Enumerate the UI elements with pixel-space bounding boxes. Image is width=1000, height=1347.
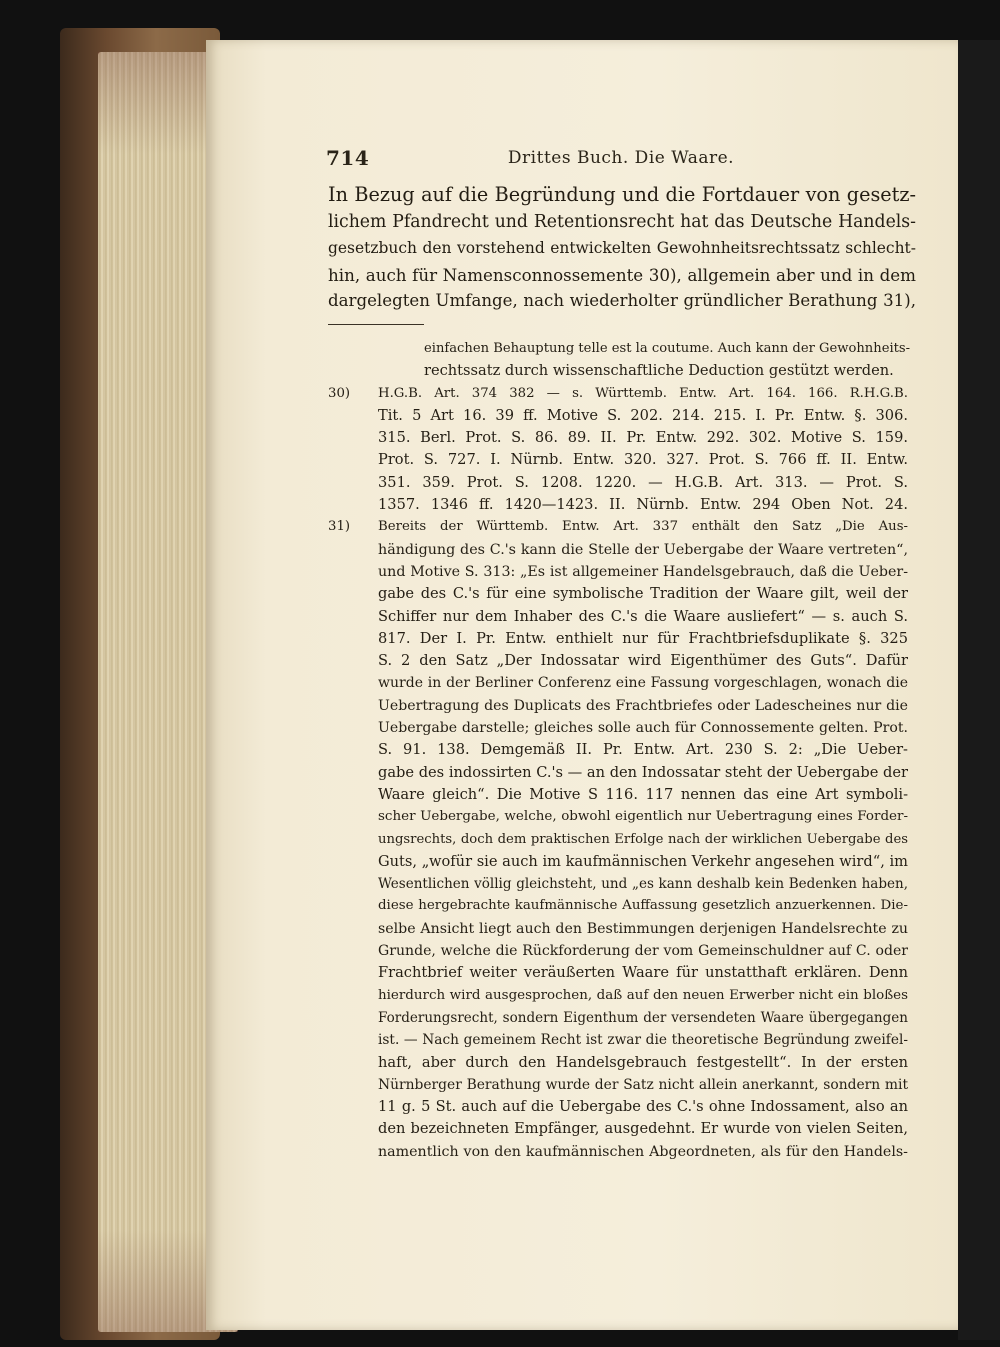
footnote-line (378, 405, 908, 427)
footnote-text: 11 g. 5 St. auch auf die Uebergabe des C.'s ohne Indossament, also an (378, 1098, 908, 1116)
footnote-line (378, 449, 908, 471)
footnote-line (378, 739, 908, 761)
footnote-line (378, 1074, 908, 1096)
footnote-text: ist. — Nach gemeinem Recht ist zwar die theoretische Begründung zweifel- (378, 1032, 908, 1049)
footnote-text: wurde in der Berliner Conferenz eine Fassung vorgeschlagen, wonach die (378, 675, 908, 692)
footnote-text: Grunde, welche die Rückforderung der vom Gemeinschuldner auf C. oder (378, 943, 908, 960)
body-line: dargelegten Umfange, nach wiederholter gründlicher Berathung 31), (328, 291, 916, 310)
footnote-text: Tit. 5 Art 16. 39 ff. Motive S. 202. 214. 215. I. Pr. Entw. §. 306. (378, 406, 908, 424)
scan-background (958, 40, 1000, 1340)
footnote-text: 817. Der I. Pr. Entw. enthielt nur für Frachtbriefsduplikate §. 325 (378, 629, 908, 647)
footnote-line (378, 360, 908, 382)
footnote-text: scher Uebergabe, welche, obwohl eigentlich nur Uebertragung eines Forder- (378, 809, 908, 825)
footnote-line (378, 806, 908, 828)
footnote-text: hierdurch wird ausgesprochen, daß auf den neuen Erwerber nicht ein bloßes (378, 987, 908, 1003)
footnote-line (378, 829, 908, 851)
footnote-text: Schiffer nur dem Inhaber des C.'s die Waare ausliefert“ — s. auch S. (378, 607, 908, 625)
footnote-text: haft, aber durch den Handelsgebrauch festgestellt“. In der ersten (378, 1053, 908, 1071)
footnote-line (378, 1141, 908, 1163)
footnote-text: 351. 359. Prot. S. 1208. 1220. — H.G.B. Art. 313. — Prot. S. (378, 473, 908, 491)
footnote-line (378, 962, 908, 984)
footnote-line (378, 583, 908, 605)
footnote-text: S. 2 den Satz „Der Indossatar wird Eigenthümer des Guts“. Dafür (378, 652, 908, 670)
footnote-text: Prot. S. 727. I. Nürnb. Entw. 320. 327. Prot. S. 766 ff. II. Entw. (378, 451, 908, 469)
footnote-text: selbe Ansicht liegt auch den Bestimmungen derjenigen Handelsrechte zu (378, 920, 908, 937)
footnote-line (378, 895, 908, 917)
footnote-line (378, 628, 908, 650)
footnote-line (378, 1118, 908, 1140)
body-line: lichem Pfandrecht und Retentionsrecht hat das Deutsche Handels- (328, 211, 916, 232)
main-text (328, 182, 916, 315)
footnote-text: namentlich von den kaufmännischen Abgeordneten, als für den Handels- (378, 1143, 908, 1160)
footnote-rule (328, 324, 424, 325)
footnote-line (378, 606, 908, 628)
footnote-text: Nürnberger Berathung wurde der Satz nicht allein anerkannt, sondern mit (378, 1076, 908, 1093)
footnote-line (378, 672, 908, 694)
footnote-line (378, 695, 908, 717)
footnote-line (378, 1096, 908, 1118)
footnote-text: Uebergabe darstelle; gleiches solle auch für Connossemente gelten. Prot. (378, 720, 908, 737)
footnote-line (378, 762, 908, 784)
page-number: 714 (326, 146, 370, 170)
footnote-text: S. 91. 138. Demgemäß II. Pr. Entw. Art. 230 S. 2: „Die Ueber- (378, 741, 908, 759)
footnote-text: Bereits der Württemb. Entw. Art. 337 enthält den Satz „Die Aus- (378, 519, 908, 535)
body-line: In Bezug auf die Begründung und die Fortdauer von gesetz- (328, 183, 916, 206)
footnote-text: 1357. 1346 ff. 1420—1423. II. Nürnb. Entw. 294 Oben Not. 24. (378, 496, 908, 514)
running-head (326, 146, 916, 172)
footnote-line (378, 561, 908, 583)
footnote-line (378, 427, 908, 449)
footnote-text: gabe des indossirten C.'s — an den Indossatar steht der Uebergabe der (378, 763, 908, 781)
footnote-line (378, 873, 908, 895)
footnote-text: 315. Berl. Prot. S. 86. 89. II. Pr. Entw. 292. 302. Motive S. 159. (378, 429, 908, 447)
footnote-line (378, 1052, 908, 1074)
footnote-line (378, 650, 908, 672)
footnote-line (378, 338, 911, 360)
footnotes (328, 338, 911, 1163)
footnote-text: Guts, „wofür sie auch im kaufmännischen Verkehr angesehen wird“, im (378, 852, 908, 870)
running-title: Drittes Buch. Die Waare. (507, 148, 735, 168)
footnote-text: H.G.B. Art. 374 382 — s. Württemb. Entw. Art. 164. 166. R.H.G.B. (378, 385, 908, 401)
footnote-line (328, 383, 908, 405)
footnote-text: einfachen Behauptung telle est la coutume. Auch kann der Gewohnheits- (424, 341, 911, 356)
footnote-line (378, 494, 908, 516)
footnote-line (378, 851, 908, 873)
footnote-line (378, 472, 908, 494)
footnote-line (328, 516, 908, 538)
footnote-text: Forderungsrecht, sondern Eigenthum der versendeten Waare übergegangen (378, 1009, 908, 1026)
footnote-text: händigung des C.'s kann die Stelle der Uebergabe der Waare vertreten“, (378, 541, 908, 558)
footnote-line (378, 918, 908, 940)
footnote-text: diese hergebrachte kaufmännische Auffassung gesetzlich anzuerkennen. Die- (378, 898, 908, 914)
footnote-line (378, 1007, 908, 1029)
footnote-text: Uebertragung des Duplicats des Frachtbriefes oder Ladescheines nur die (378, 697, 908, 714)
footnote-number: 30) (328, 385, 351, 401)
footnote-line (378, 1029, 908, 1051)
footnote-number: 31) (328, 519, 351, 535)
footnote-text: Waare gleich“. Die Motive S 116. 117 nennen das eine Art symboli- (378, 785, 908, 803)
footnote-text: Wesentlichen völlig gleichsteht, und „es kann deshalb kein Bedenken haben, (378, 876, 908, 893)
footnote-text: gabe des C.'s für eine symbolische Tradition der Waare gilt, weil der (378, 585, 908, 603)
footnote-text: Frachtbrief weiter veräußerten Waare für unstatthaft erklären. Denn (378, 964, 908, 982)
body-line: hin, auch für Namensconnossemente 30), allgemein aber und in dem (328, 264, 916, 285)
footnote-line (378, 784, 908, 806)
footnote-line (378, 717, 908, 739)
footnote-line (378, 940, 908, 962)
footnote-line (378, 985, 908, 1007)
footnote-line (378, 539, 908, 561)
footnote-text: den bezeichneten Empfänger, ausgedehnt. Er wurde von vielen Seiten, (378, 1120, 908, 1138)
footnote-text: und Motive S. 313: „Es ist allgemeiner Handelsgebrauch, daß die Ueber- (378, 563, 908, 580)
footnote-text: ungsrechts, doch dem praktischen Erfolge nach der wirklichen Uebergabe des (378, 831, 908, 847)
footnote-text: rechtssatz durch wissenschaftliche Deduction gestützt werden. (424, 362, 894, 380)
body-line: gesetzbuch den vorstehend entwickelten Gewohnheitsrechtssatz schlecht- (328, 239, 916, 257)
